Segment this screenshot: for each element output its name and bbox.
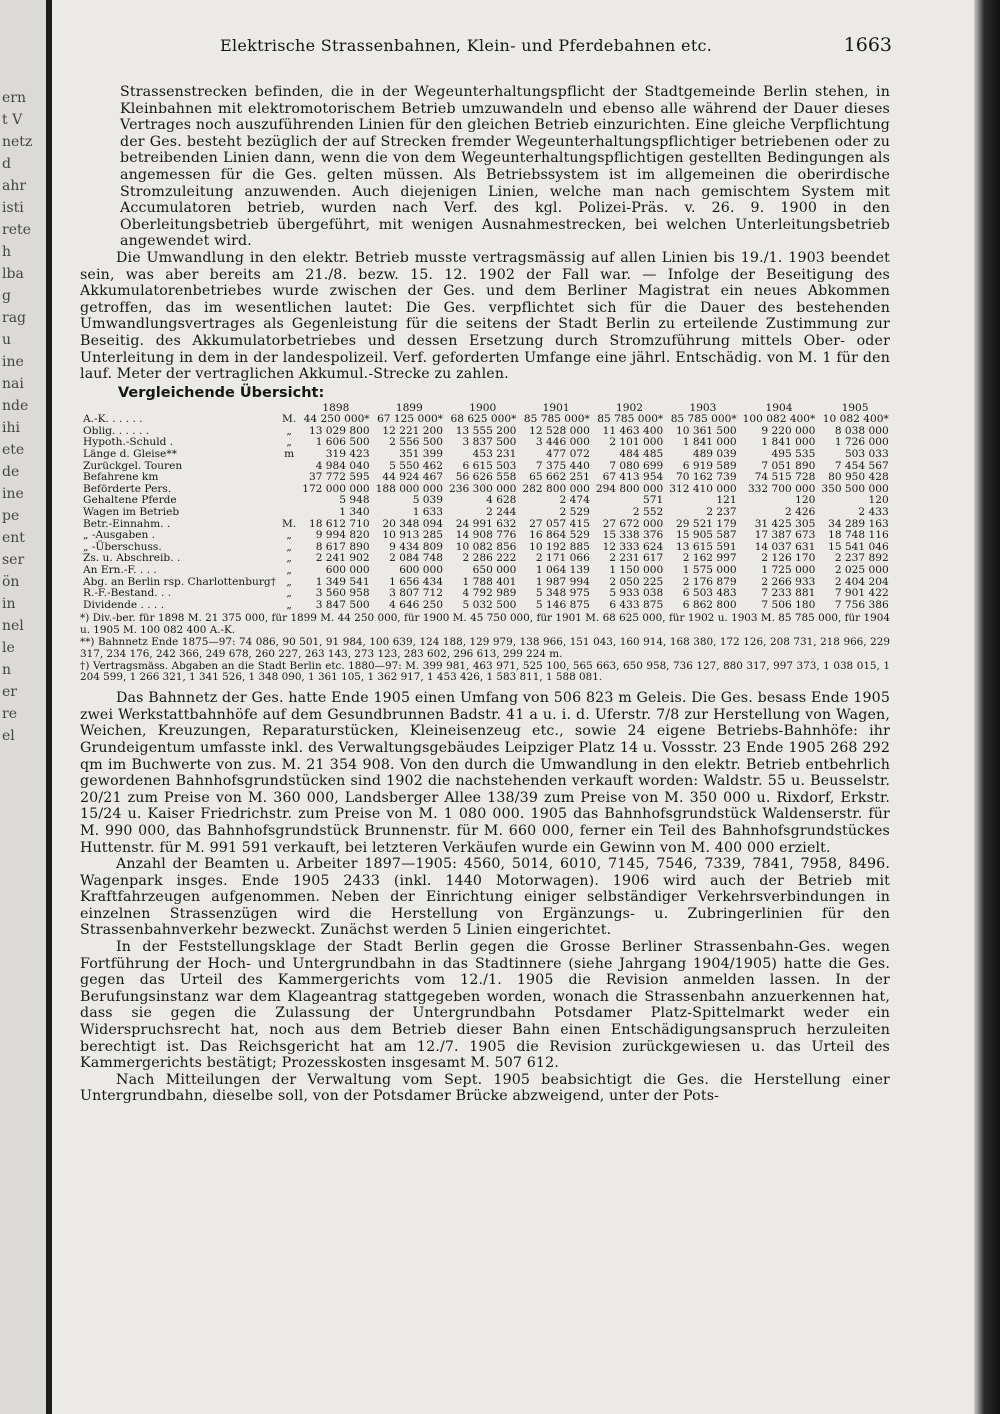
row-unit: „ bbox=[286, 587, 292, 600]
margin-fragment: er bbox=[2, 684, 17, 700]
table-cell: 319 423 bbox=[325, 448, 370, 461]
table-cell: 172 000 000 bbox=[302, 482, 370, 495]
footnote: †) Vertragsmäss. Abgaben an die Stadt Berlin etc. 1880—97: M. 399 981, 463 971, 525 100, 565 663, 650 958, 736 127, 880 317, 997 373, 1 038 015, 1 204 599, 1 266 321, 1 341 526, 1 348 090, 1 361 105, 1 362 917, 1 453 426, 1 583 811, 1 588 081. bbox=[80, 659, 890, 684]
table-cell: 2 025 000 bbox=[834, 564, 889, 576]
table-cell: 85 785 000* bbox=[670, 413, 737, 426]
table-cell: 4 792 989 bbox=[462, 587, 517, 600]
table-cell: 5 032 500 bbox=[462, 598, 517, 611]
table-cell: 1 575 000 bbox=[682, 564, 737, 576]
margin-fragment: ine bbox=[2, 354, 24, 370]
comparison-table bbox=[80, 403, 892, 612]
table-cell: 9 994 820 bbox=[315, 529, 370, 542]
table-cell: 5 348 975 bbox=[535, 587, 590, 600]
table-title: Vergleichende Übersicht: bbox=[118, 384, 325, 401]
margin-fragment: de bbox=[2, 464, 20, 480]
table-cell: 31 425 305 bbox=[754, 517, 816, 530]
paragraph: Das Bahnnetz der Ges. hatte Ende 1905 einen Umfang von 506 823 m Geleis. Die Ges. besass Ende 1905 zwei Werkstattbahnhöfe auf dem Gesundbrunnen Badstr. 41 a u. i. d. Uferstr. 7/8 zur Herstellung von Wagen, Weichen, Kreuzungen, Reparaturstücken, Kleineisenzeug etc., sowie 24 eigene Betriebs-Bahnhöfe: ihr Grundeigentum umfasste inkl. des Verwaltungsgebäudes Leipziger Platz 14 u. Vossstr. 23 Ende 1905 268 292 qm im Buchwerte von zus. M. 21 354 908. Von den durch die Umwandlung in den elektr. Betrieb entbehrlich gewordenen Bahnhofsgrundstücken sind 1902 die nachstehenden verkauft worden: Waldstr. 55 u. Beusselstr. 20/21 zum Preise von M. 360 000, Landsberger Allee 138/39 zum Preise von M. 350 000 u. Rixdorf, Erkstr. 15/24 u. Kaiser Friedrichstr. zum Preise von M. 1 080 000. 1905 das Bahnhofsgrundstück Waldenserstr. für M. 990 000, das Bahnhofsgrundstück Brunnenstr. für M. 660 000, ferner ein Teil des Bahnhofsgrundstückes Huttenstr. für M. 991 591 verkauft, bei letzteren Verkäufen wurde ein Gewinn von M. 400 000 erzielt. bbox=[80, 690, 890, 856]
paragraph: Die Umwandlung in den elektr. Betrieb musste vertragsmässig auf allen Linien bis 19./1. 1903 beendet sein, was aber bereits am 21./8. bezw. 15. 12. 1902 der Fall war. — Infolge der Beseitigung des Akkumulatorenbetriebes wurde zwischen der Ges. und dem Berliner Magistrat ein neues Abkommen getroffen, das im wesentlichen lautet: Die Ges. verpflichtet sich für die Dauer des bestehenden Umwandlungsvertrages als Gegenleistung für die seitens der Stadt Berlin zu erteilende Zustimmung zur Beseitig. des Akkumulatorbetriebes und dessen Ersetzung durch Stromzuführung mittels Ober- oder Unterleitung in dem in der landespolizeil. Verf. geforderten Umfange eine jährl. Entschädig. von M. 1 für den lauf. Meter der vertraglichen Akkumul.-Strecke zu zahlen. bbox=[80, 249, 890, 383]
table-cell: 650 000 bbox=[472, 564, 517, 576]
margin-fragment: pe bbox=[2, 508, 20, 524]
table-cell: 12 528 000 bbox=[529, 424, 590, 437]
row-unit: „ bbox=[286, 540, 292, 553]
table-cell: 27 672 000 bbox=[602, 517, 664, 530]
table-cell: 4 984 040 bbox=[315, 459, 370, 472]
table-cell: 477 072 bbox=[546, 448, 590, 461]
table-cell: 3 807 712 bbox=[389, 587, 444, 600]
table-cell: 1 726 000 bbox=[834, 436, 889, 449]
margin-fragment: nel bbox=[2, 618, 24, 634]
table-cell: 2 426 bbox=[785, 506, 816, 519]
margin-fragment: t V bbox=[2, 112, 23, 128]
table-cell: 1 606 500 bbox=[315, 436, 370, 449]
table-cell: 44 250 000* bbox=[303, 413, 370, 426]
table-cell: 100 082 400* bbox=[742, 413, 816, 426]
table-cell: 188 000 000 bbox=[375, 482, 444, 495]
table-cell: 236 300 000 bbox=[449, 482, 517, 495]
table-row bbox=[80, 507, 892, 519]
row-label: Zs. u. Abschreib. . bbox=[83, 552, 181, 565]
table-cell: 15 338 376 bbox=[602, 529, 664, 542]
table-cell: 1 656 434 bbox=[389, 575, 444, 588]
table-cell: 2 176 879 bbox=[682, 575, 737, 588]
table-cell: 6 615 503 bbox=[462, 459, 517, 472]
table-cell: 1 340 bbox=[339, 506, 370, 519]
year-header: 1902 bbox=[616, 401, 644, 414]
table-cell: 20 348 094 bbox=[382, 517, 444, 530]
table-cell: 10 913 285 bbox=[382, 529, 444, 542]
table-cell: 10 361 500 bbox=[675, 424, 737, 437]
row-unit bbox=[279, 495, 299, 507]
table-cell: 600 000 bbox=[399, 564, 444, 576]
table-cell: 351 399 bbox=[399, 448, 444, 461]
table-cell: 65 662 251 bbox=[529, 471, 590, 484]
row-unit bbox=[279, 507, 299, 519]
table-cell: 8 617 890 bbox=[315, 540, 370, 553]
year-header: 1898 bbox=[322, 401, 350, 414]
margin-fragment: rete bbox=[2, 222, 31, 238]
table-cell: 67 413 954 bbox=[602, 471, 664, 484]
table-cell: 2 266 933 bbox=[761, 575, 816, 588]
table-cell: 2 101 000 bbox=[609, 436, 664, 449]
row-label: Wagen im Betrieb bbox=[83, 506, 180, 519]
left-page-gutter bbox=[0, 0, 52, 1414]
table-cell: 2 126 170 bbox=[761, 552, 816, 565]
table-cell: 2 171 066 bbox=[535, 552, 590, 565]
margin-fragment: netz bbox=[2, 134, 33, 150]
table-cell: 18 612 710 bbox=[308, 517, 370, 530]
table-cell: 10 082 856 bbox=[455, 540, 517, 553]
table-cell: 120 bbox=[795, 494, 816, 507]
margin-fragment: d bbox=[2, 156, 11, 172]
table-cell: 9 220 000 bbox=[761, 424, 816, 437]
table-cell: 7 080 699 bbox=[609, 459, 664, 472]
row-unit bbox=[279, 484, 299, 496]
table-cell: 7 454 567 bbox=[834, 459, 889, 472]
row-unit bbox=[279, 472, 299, 484]
table-cell: 74 515 728 bbox=[754, 471, 816, 484]
footnote: *) Div.-ber. für 1898 M. 21 375 000, für 1899 M. 44 250 000, für 1900 M. 45 750 000, für 1901 M. 68 625 000, für 1902 u. 1903 M. 85 785 000, für 1904 u. 1905 M. 100 082 400 A.-K. bbox=[80, 612, 890, 637]
table-cell: 6 862 800 bbox=[682, 598, 737, 611]
table-row bbox=[80, 565, 892, 577]
table-cell: 503 033 bbox=[844, 448, 889, 461]
table-cell: 2 237 892 bbox=[834, 552, 889, 565]
table-cell: 13 029 800 bbox=[308, 424, 370, 437]
row-label: Hypoth.-Schuld . bbox=[83, 436, 174, 449]
table-cell: 2 556 500 bbox=[389, 436, 444, 449]
table-cell: 2 404 204 bbox=[834, 575, 889, 588]
margin-fragment: nde bbox=[2, 398, 29, 414]
table-cell: 44 924 467 bbox=[382, 471, 444, 484]
table-cell: 2 286 222 bbox=[462, 552, 517, 565]
margin-fragment: in bbox=[2, 596, 16, 612]
table-cell: 70 162 739 bbox=[675, 471, 737, 484]
right-page-edge bbox=[974, 0, 1000, 1414]
table-cell: 18 748 116 bbox=[828, 529, 889, 542]
paragraph: Nach Mitteilungen der Verwaltung vom Sept. 1905 beabsichtigt die Ges. die Herstellung einer Untergrundbahn, dieselbe soll, von der Potsdamer Brücke abzweigend, unter der Pots- bbox=[80, 1071, 890, 1105]
table-cell: 34 289 163 bbox=[828, 517, 889, 530]
margin-fragment: isti bbox=[2, 200, 24, 216]
margin-fragment: le bbox=[2, 640, 15, 656]
table-cell: 484 485 bbox=[619, 448, 664, 461]
table-cell: 121 bbox=[716, 494, 737, 507]
year-header: 1900 bbox=[469, 401, 497, 414]
row-unit: „ bbox=[286, 575, 292, 588]
table-cell: 332 700 000 bbox=[747, 482, 816, 495]
table-cell: 27 057 415 bbox=[529, 517, 590, 530]
table-cell: 120 bbox=[868, 494, 889, 507]
row-label: Gehaltene Pferde bbox=[83, 494, 177, 507]
table-cell: 9 434 809 bbox=[389, 540, 444, 553]
row-unit: „ bbox=[286, 436, 292, 449]
table-cell: 4 646 250 bbox=[389, 598, 444, 611]
table-cell: 12 333 624 bbox=[602, 540, 664, 553]
row-label: Zurückgel. Touren bbox=[83, 459, 183, 472]
table-cell: 7 506 180 bbox=[761, 598, 816, 611]
table-cell: 1 788 401 bbox=[462, 575, 517, 588]
table-cell: 16 864 529 bbox=[529, 529, 590, 542]
table-cell: 600 000 bbox=[325, 564, 370, 576]
table-cell: 12 221 200 bbox=[382, 424, 444, 437]
row-unit: „ bbox=[286, 564, 292, 576]
margin-fragment: g bbox=[2, 288, 11, 304]
table-cell: 2 237 bbox=[706, 506, 737, 519]
row-unit: M. bbox=[281, 517, 297, 530]
table-cell: 1 633 bbox=[412, 506, 444, 519]
table-cell: 68 625 000* bbox=[450, 413, 517, 426]
table-cell: 3 560 958 bbox=[315, 587, 370, 600]
table-cell: 14 037 631 bbox=[754, 540, 816, 553]
margin-fragment: ahr bbox=[2, 178, 27, 194]
table-cell: 17 387 673 bbox=[754, 529, 816, 542]
table-footnotes bbox=[80, 613, 890, 684]
table-cell: 1 150 000 bbox=[609, 564, 664, 576]
table-cell: 1 841 000 bbox=[761, 436, 816, 449]
table-cell: 2 474 bbox=[559, 494, 590, 507]
margin-fragment: n bbox=[2, 662, 12, 678]
table-cell: 4 628 bbox=[486, 494, 517, 507]
table-cell: 2 084 748 bbox=[389, 552, 444, 565]
year-header: 1903 bbox=[689, 401, 717, 414]
year-header: 1904 bbox=[765, 401, 793, 414]
margin-fragment: h bbox=[2, 244, 12, 260]
running-head bbox=[80, 22, 890, 56]
margin-fragment: ön bbox=[2, 574, 20, 590]
table-cell: 489 039 bbox=[692, 448, 737, 461]
table-cell: 2 050 225 bbox=[609, 575, 664, 588]
table-cell: 2 244 bbox=[486, 506, 517, 519]
table-cell: 1 987 994 bbox=[535, 575, 590, 588]
table-row bbox=[80, 449, 892, 461]
table-cell: 1 725 000 bbox=[761, 564, 816, 576]
table-cell: 7 901 422 bbox=[834, 587, 889, 600]
table-cell: 13 615 591 bbox=[675, 540, 737, 553]
table-cell: 350 500 000 bbox=[821, 482, 889, 495]
table-cell: 14 908 776 bbox=[455, 529, 517, 542]
margin-fragment: lba bbox=[2, 266, 24, 282]
row-unit: „ bbox=[286, 424, 292, 437]
table-cell: 3 446 000 bbox=[535, 436, 590, 449]
margin-fragment: nai bbox=[2, 376, 24, 392]
year-header: 1905 bbox=[841, 401, 869, 414]
table-cell: 3 847 500 bbox=[315, 598, 370, 611]
margin-fragment: ihi bbox=[2, 420, 20, 436]
table-cell: 571 bbox=[643, 494, 664, 507]
table-cell: 2 241 902 bbox=[315, 552, 370, 565]
table-cell: 8 038 000 bbox=[834, 424, 889, 437]
year-header: 1901 bbox=[542, 401, 570, 414]
table-cell: 2 552 bbox=[632, 506, 664, 519]
table-cell: 7 375 440 bbox=[535, 459, 590, 472]
table-cell: 2 231 617 bbox=[609, 552, 664, 565]
footnote: **) Bahnnetz Ende 1875—97: 74 086, 90 501, 91 984, 100 639, 124 188, 129 979, 138 966, 151 043, 160 914, 168 380, 172 126, 208 731, 218 966, 229 317, 234 176, 242 366, 249 678, 260 227, 263 143, 273 123, 283 602, 296 613, 299 224 m. bbox=[80, 635, 890, 660]
margin-fragment: ent bbox=[2, 530, 25, 546]
row-label: Befahrene km bbox=[83, 471, 159, 484]
table-cell: 10 082 400* bbox=[822, 413, 889, 426]
table-cell: 3 837 500 bbox=[462, 436, 517, 449]
row-label: Länge d. Gleise** bbox=[83, 448, 177, 461]
table-row bbox=[80, 600, 892, 612]
row-unit: „ bbox=[286, 529, 292, 542]
row-label: Abg. an Berlin rsp. Charlottenburg† bbox=[83, 575, 276, 588]
table-cell: 13 555 200 bbox=[455, 424, 517, 437]
row-unit: „ bbox=[286, 598, 292, 611]
table-cell: 5 550 462 bbox=[389, 459, 444, 472]
table-cell: 7 233 881 bbox=[761, 587, 816, 600]
paragraph: Anzahl der Beamten u. Arbeiter 1897—1905: 4560, 5014, 6010, 7145, 7546, 7339, 7841, 7958, 8496. Wagenpark insges. Ende 1905 2433 (inkl. 1440 Motorwagen). 1906 wird auch der Betrieb mit Kraftfahrzeugen aufgenommen. Neben der Einrichtung einiger selbständiger Verkehrsverbindungen in einzelnen Strassenzügen wird die Herstellung von Ergänzungs- u. Zubringerlinien für den Strassenbahnverkehr bezweckt. Zunächst werden 5 Linien eingerichtet. bbox=[80, 856, 890, 939]
table-cell: 29 521 179 bbox=[675, 517, 737, 530]
running-title: Elektrische Strassenbahnen, Klein- und Pferdebahnen etc. bbox=[220, 36, 713, 55]
table-cell: 11 463 400 bbox=[602, 424, 664, 437]
margin-fragment: ser bbox=[2, 552, 25, 568]
row-unit: m bbox=[284, 448, 295, 461]
row-label: Betr.-Einnahm. . bbox=[83, 517, 171, 530]
table-cell: 2 162 997 bbox=[682, 552, 737, 565]
page bbox=[80, 22, 890, 1105]
table-cell: 453 231 bbox=[472, 448, 517, 461]
table-cell: 312 410 000 bbox=[669, 482, 737, 495]
table-cell: 7 051 890 bbox=[761, 459, 816, 472]
row-label: Dividende . . . . bbox=[83, 598, 165, 611]
table-body bbox=[80, 414, 892, 611]
table-cell: 67 125 000* bbox=[377, 413, 444, 426]
row-label: „ -Ausgaben . bbox=[83, 529, 156, 542]
margin-fragment: ete bbox=[2, 442, 25, 458]
table-cell: 56 626 558 bbox=[455, 471, 517, 484]
table-cell: 15 541 046 bbox=[828, 540, 889, 553]
row-unit: M. bbox=[281, 413, 297, 426]
row-unit: „ bbox=[286, 552, 292, 565]
margin-fragment: el bbox=[2, 728, 15, 744]
table-cell: 80 950 428 bbox=[828, 471, 889, 484]
row-label: Oblig. . . . . . bbox=[83, 424, 150, 437]
table-cell: 294 800 000 bbox=[595, 482, 664, 495]
table-cell: 7 756 386 bbox=[834, 598, 889, 611]
paragraph: In der Feststellungsklage der Stadt Berlin gegen die Grosse Berliner Strassenbahn-Ges. wegen Fortführung der Hoch- und Untergrundbahn in das Stadtinnere (siehe Jahrgang 1904/1905) hatte die Ges. gegen das Urteil des Kammergerichts vom 12./1. 1905 die Revision anmelden lassen. In der Berufungsinstanz war dem Klageantrag stattgegeben worden, wonach die Strassenbahn anzuerkennen hat, dass sie gegen die Zulassung der Untergrundbahn Potsdamer Platz-Spittelmarkt weder ein Widerspruchsrecht hat, noch aus dem Betrieb dieser Bahn einen Entschädigungsanspruch herzuleiten berechtigt ist. Das Reichsgericht hat am 12./7. 1905 die Revision zurückgewiesen u. das Urteil des Kammergerichts bestätigt; Prozesskosten insgesamt M. 507 612. bbox=[80, 939, 890, 1072]
row-label: An Ern.-F. . . . bbox=[83, 564, 157, 576]
table-cell: 6 919 589 bbox=[682, 459, 737, 472]
year-header: 1899 bbox=[395, 401, 423, 414]
table-cell: 15 905 587 bbox=[675, 529, 737, 542]
table-cell: 1 349 541 bbox=[315, 575, 370, 588]
page-number: 1663 bbox=[843, 34, 892, 56]
row-label: „ -Überschuss. bbox=[83, 540, 162, 553]
table-cell: 5 948 bbox=[339, 494, 370, 507]
table-cell: 85 785 000* bbox=[523, 413, 590, 426]
row-label: R.-F.-Bestand. . . bbox=[83, 587, 172, 600]
paragraph: Strassenstrecken befinden, die in der Wegeunterhaltungspflicht der Stadtgemeinde Berlin stehen, in Kleinbahnen mit elektromotorischem Betrieb umzuwandeln und ebenso alle während der Dauer dieses Vertrages noch auszuführenden Linien für den gleichen Betrieb einzurichten. Eine gleiche Verpflichtung der Ges. besteht bezüglich der auf Strecken fremder Wegeunterhaltungspflichtiger betriebenen oder zu betreibenden Linien dann, wenn die von dem Wegeunterhaltungspflichtigen gestellten Bedingungen als angemessen für die Ges. gelten müssen. Als Betriebssystem ist im allgemeinen die oberirdische Stromzuleitung anzuwenden. Auch diejenigen Linien, welche man nach gemischtem System mit Accumulatoren betrieb, wurden nach Verf. des kgl. Polizei-Präs. v. 26. 9. 1900 in den Oberleitungsbetrieb übergeführt, mit wenigen Ausnahmestrecken, bei welchen Unterleitungsbetrieb angewendet wird. bbox=[120, 84, 890, 250]
table-cell: 1 841 000 bbox=[682, 436, 737, 449]
table-cell: 10 192 885 bbox=[529, 540, 590, 553]
table-cell: 2 529 bbox=[559, 506, 590, 519]
margin-fragment: ine bbox=[2, 486, 24, 502]
margin-fragment: re bbox=[2, 706, 17, 722]
row-label: A.-K. . . . . . bbox=[83, 413, 143, 426]
table-cell: 6 433 875 bbox=[609, 598, 664, 611]
table-cell: 85 785 000* bbox=[597, 413, 664, 426]
table-cell: 37 772 595 bbox=[308, 471, 370, 484]
margin-fragment: rag bbox=[2, 310, 27, 326]
table-cell: 6 503 483 bbox=[682, 587, 737, 600]
row-label: Beförderte Pers. bbox=[83, 482, 172, 495]
table-cell: 282 800 000 bbox=[522, 482, 590, 495]
table-cell: 2 433 bbox=[858, 506, 889, 519]
table-cell: 5 146 875 bbox=[535, 598, 590, 611]
table-cell: 495 535 bbox=[771, 448, 816, 461]
row-unit bbox=[279, 461, 299, 473]
table-cell: 5 039 bbox=[412, 494, 444, 507]
margin-fragment: u bbox=[2, 332, 12, 348]
table-cell: 1 064 139 bbox=[535, 564, 590, 576]
margin-fragment: ern bbox=[2, 90, 26, 106]
table-cell: 5 933 038 bbox=[609, 587, 664, 600]
table-cell: 24 991 632 bbox=[455, 517, 517, 530]
